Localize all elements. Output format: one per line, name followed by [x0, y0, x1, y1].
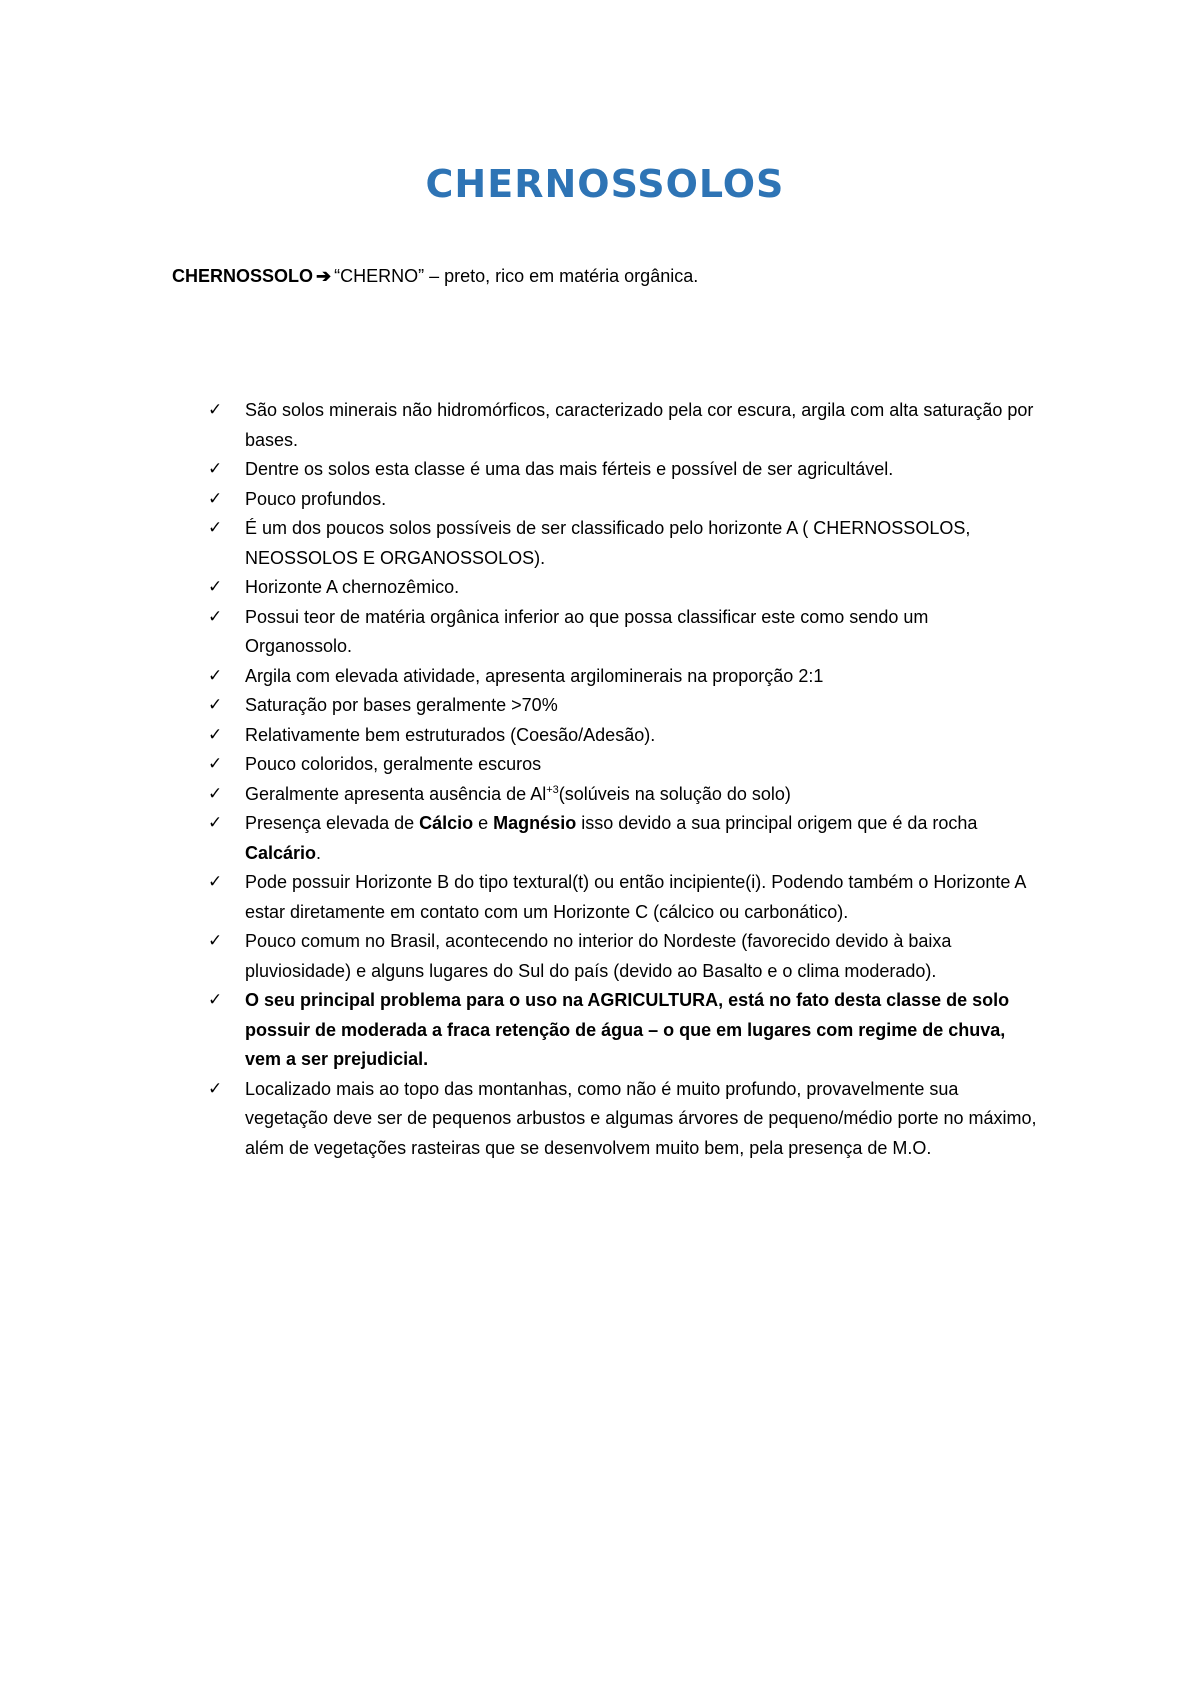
checkmark-icon: ✓ — [208, 1078, 223, 1099]
list-item-text: Presença elevada de — [245, 813, 420, 833]
list-item — [208, 721, 1038, 751]
list-item-text: Geralmente apresenta ausência de Al — [245, 783, 547, 804]
list-item-text: Horizonte A chernozêmico. — [245, 577, 460, 597]
checkmark-icon: ✓ — [208, 606, 223, 627]
checkmark-icon: ✓ — [208, 783, 223, 804]
list-item — [208, 750, 1038, 780]
checkmark-icon: ✓ — [208, 400, 223, 420]
list-item-text: Argila com elevada atividade, apresenta argilominerais na proporção 2:1 — [245, 665, 824, 686]
checkmark-icon: ✓ — [208, 459, 223, 479]
list-item-text: Possui teor de matéria orgânica inferior ao que possa classificar este como sendo um Organossolo. — [245, 606, 929, 656]
checkmark-icon: ✓ — [208, 488, 223, 509]
list-item-text-bold: O seu principal problema para o uso na AGRICULTURA, está no fato desta classe de solo possuir de moderada a fraca retenção de água – o que em lugares com regime de chuva, vem a ser prejudicial. — [245, 990, 1010, 1069]
list-item — [208, 691, 1038, 721]
list-item — [208, 455, 1038, 485]
intro-definition: “CHERNO” – preto, rico em matéria orgânica. — [334, 266, 699, 286]
list-item-text: É um dos poucos solos possíveis de ser classificado pelo horizonte A ( CHERNOSSOLOS, NEOSSOLOS E ORGANOSSOLOS). — [245, 518, 971, 568]
bold-term: Calcário — [245, 842, 317, 863]
list-item-text: isso devido a sua principal origem que é da rocha — [576, 813, 978, 833]
list-item — [208, 780, 1038, 810]
checkmark-icon: ✓ — [208, 665, 223, 686]
checkmark-icon: ✓ — [208, 754, 223, 774]
bold-term: Cálcio — [419, 813, 474, 833]
list-item — [208, 396, 1038, 455]
list-item — [208, 603, 1038, 662]
checkmark-icon: ✓ — [208, 872, 223, 892]
list-item-text: . — [316, 842, 322, 863]
list-item — [208, 573, 1038, 603]
list-item-text: Pode possuir Horizonte B do tipo textural(t) ou então incipiente(i). Podendo também o Horizonte A estar diretamente em contato com um Horizonte C (cálcico ou carbonático). — [245, 872, 1026, 922]
list-item-text: Pouco coloridos, geralmente escuros — [245, 754, 542, 774]
checkmark-icon: ✓ — [208, 813, 223, 833]
list-item-text: e — [473, 813, 494, 833]
characteristics-list — [208, 396, 1038, 1163]
arrow-right-icon: ➔ — [316, 266, 332, 286]
list-item-text: Saturação por bases geralmente >70% — [245, 695, 558, 715]
list-item-text: Pouco comum no Brasil, acontecendo no interior do Nordeste (favorecido devido à baixa pluviosidade) e alguns lugares do Sul do país (devido ao Basalto e o clima moderado). — [245, 931, 952, 981]
list-item-text: (solúveis na solução do solo) — [558, 783, 791, 804]
checkmark-icon: ✓ — [208, 931, 223, 951]
list-item — [208, 986, 1038, 1075]
list-item — [208, 662, 1038, 692]
checkmark-icon: ✓ — [208, 518, 223, 538]
list-item-text: Pouco profundos. — [245, 488, 387, 509]
superscript-charge: +3 — [546, 783, 559, 796]
list-item-text: Relativamente bem estruturados (Coesão/Adesão). — [245, 724, 656, 745]
bold-term: Magnésio — [493, 813, 577, 833]
list-item — [208, 868, 1038, 927]
checkmark-icon: ✓ — [208, 724, 223, 745]
list-item-text: Dentre os solos esta classe é uma das mais férteis e possível de ser agricultável. — [245, 459, 894, 479]
list-item-text: Localizado mais ao topo das montanhas, como não é muito profundo, provavelmente sua vegetação deve ser de pequenos arbustos e algumas árvores de pequeno/médio porte no máximo, além de vegetações rasteiras que se desenvolvem muito bem, pela presença de M.O. — [245, 1078, 1037, 1158]
checkmark-icon: ✓ — [208, 577, 223, 597]
list-item — [208, 1075, 1038, 1164]
list-item — [208, 485, 1038, 515]
list-item — [208, 514, 1038, 573]
intro-line — [172, 266, 698, 287]
list-item — [208, 927, 1038, 986]
document-title: CHERNOSSOLOS — [425, 162, 785, 206]
checkmark-icon: ✓ — [208, 990, 223, 1010]
list-item — [208, 809, 1038, 868]
list-item-text: São solos minerais não hidromórficos, caracterizado pela cor escura, argila com alta saturação por bases. — [245, 400, 1034, 450]
checkmark-icon: ✓ — [208, 695, 223, 715]
intro-term: CHERNOSSOLO — [172, 266, 314, 286]
